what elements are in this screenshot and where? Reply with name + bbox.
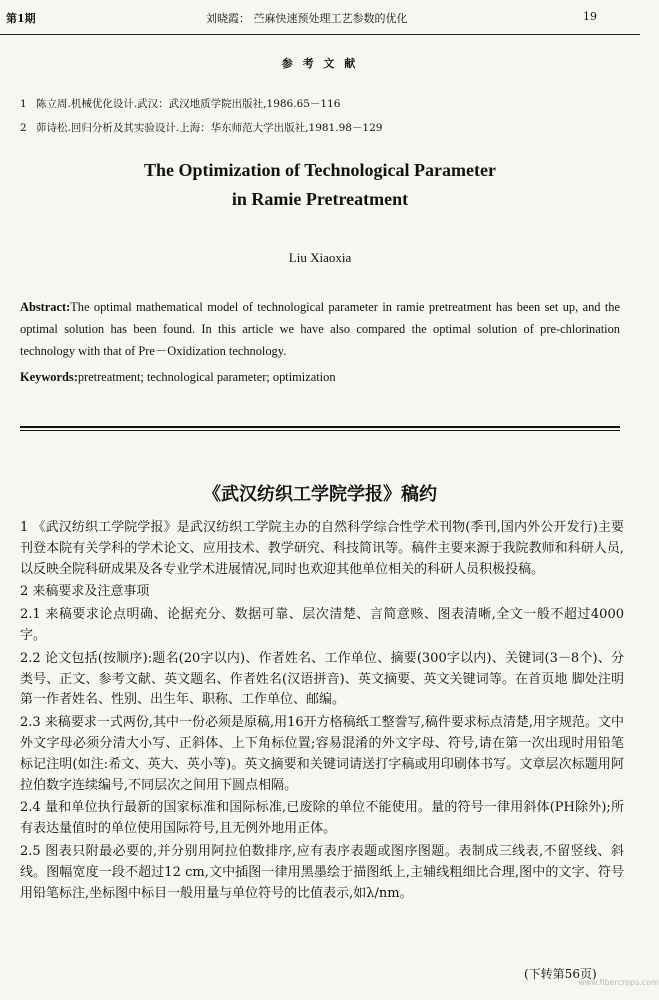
running-title: 刘晓霞： 苎麻快速预处理工艺参数的优化 xyxy=(206,12,408,25)
abstract-label: Abstract: xyxy=(20,300,71,314)
notice-body xyxy=(20,518,624,906)
page-number: 19 xyxy=(583,10,597,23)
english-title-line1: The Optimization of Technological Parameter xyxy=(144,160,496,180)
watermark: www.fibercrops.com xyxy=(578,978,659,987)
reference-item xyxy=(20,120,382,135)
english-abstract xyxy=(20,296,620,362)
running-header xyxy=(0,0,640,35)
notice-paragraph: 2.3 来稿要求一式两份,其中一份必须是原稿,用16开方格稿纸工整誊写,稿件要求标点清楚,用字规范。文中外文字母必须分清大小写、正斜体、上下角标位置;容易混淆的外文字母、符号,请在第一次出现时用铅笔标记注明(如注:希文、英大、英小等)。英文摘要和关键词请送打字稿或用印刷体书写。文章层次标题用阿拉伯数字连续编号,不同层次之间用下圆点相隔。 xyxy=(20,715,624,793)
notice-paragraph: 2.2 论文包括(按顺序):题名(20字以内)、作者姓名、工作单位、摘要(300字以内)、关键词(3－8个)、分类号、正文、参考文献、英文题名、作者姓名(汉语拼音)、英文摘要、英文关键词等。在首页地 脚处注明第一作者姓名、性别、出生年、职称、工作单位、邮编。 xyxy=(20,650,624,708)
notice-title: 《武汉纺织工学院学报》稿约 xyxy=(203,484,437,505)
reference-number: 1 xyxy=(20,98,27,110)
english-keywords xyxy=(20,370,620,385)
notice-paragraph: 2.5 图表只附最必要的,并分别用阿拉伯数排序,应有表序表题或图序图题。表制成三线表,不留竖线、斜线。图幅宽度一段不超过12 cm,文中插图一律用黑墨绘于描图纸上,主辅线粗细比合理,图中的文字、符号用铅笔标注,坐标图中标目一般用量与单位符号的比值表示,如λ/nm。 xyxy=(20,843,624,901)
abstract-text: The optimal mathematical model of technological parameter in ramie pretreatment has been set up, and the optimal solution has been found. In this article we have also compared the optimal solution of pre-chlorination technology with that of Pre－Oxidization technology. xyxy=(20,300,620,358)
issue-label: 第1期 xyxy=(6,12,36,25)
english-author: Liu Xiaoxia xyxy=(288,250,352,265)
notice-paragraph: 1 《武汉纺织工学院学报》是武汉纺织工学院主办的自然科学综合性学术刊物(季刊,国内外公开发行)主要刊登本院有关学科的学术论文、应用技术、教学研究、科技简讯等。稿件主要来源于我院教师和科研人员,以反映全院科研成果及各专业学术进展情况,同时也欢迎其他单位相关的科研人员积极投稿。 xyxy=(20,520,624,577)
notice-paragraph: 2.1 来稿要求论点明确、论据充分、数据可靠、层次清楚、言简意赅、图表清晰,全文一般不超过4000字。 xyxy=(20,607,624,643)
reference-item xyxy=(20,96,340,111)
reference-number: 2 xyxy=(20,122,27,134)
continued-note: (下转第56页) xyxy=(524,967,597,981)
english-title-line2: in Ramie Pretreatment xyxy=(231,189,409,209)
reference-text: 茆诗松.回归分析及其实验设计.上海：华东师范大学出版社,1981.98－129 xyxy=(36,122,383,134)
references-heading: 参 考 文 献 xyxy=(281,57,359,70)
section-divider xyxy=(20,426,620,431)
reference-text: 陈立周.机械优化设计.武汉：武汉地质学院出版社,1986.65－116 xyxy=(36,98,341,110)
keywords-text: pretreatment; technological parameter; optimization xyxy=(77,370,336,384)
notice-paragraph: 2.4 量和单位执行最新的国家标准和国际标准,已废除的单位不能使用。量的符号一律用斜体(PH除外);所有表达量值时的单位使用国际符号,且无例外地用正体。 xyxy=(20,800,624,837)
keywords-label: Keywords: xyxy=(20,370,78,384)
notice-paragraph: 2 来稿要求及注意事项 xyxy=(20,584,150,600)
